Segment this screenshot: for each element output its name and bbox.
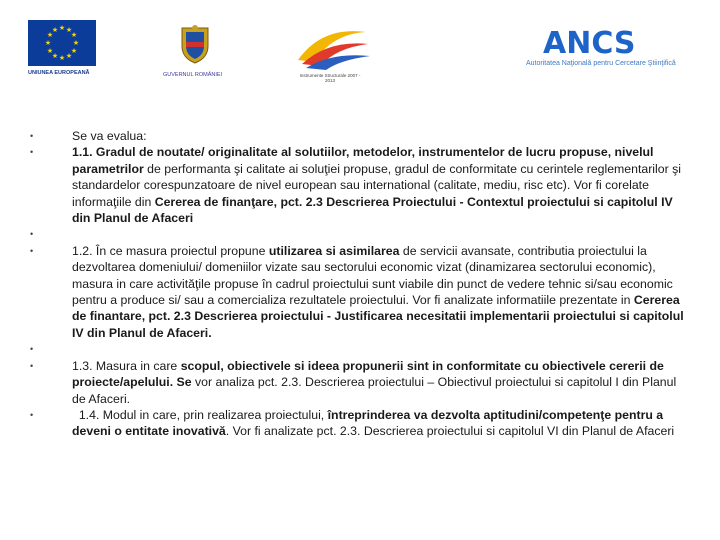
evaluation-criteria-list (28, 128, 688, 440)
structural-instruments-logo-icon (292, 22, 372, 72)
criterion-1-1 (72, 144, 688, 226)
svg-text:★: ★ (72, 39, 80, 47)
bullet-icon: • (30, 147, 34, 158)
body-text: vor analiza pct. 2.3. Descrierea proiectului – Obiectivul proiectului si capitolul I din Planul de Afaceri. (72, 375, 677, 406)
body-text: 1.4. Modul in care, prin realizarea proiectului, (78, 407, 328, 422)
intro-text: Se va evalua: (72, 129, 147, 143)
list-item (28, 407, 688, 440)
logo-bar (0, 0, 720, 95)
bold-text: Cererea de finantare, pct. 2.3 Descrierea proiectului - Justificarea necesitatii implementarii proiectului si capitolul IV din Planul de Afaceri. (72, 293, 684, 340)
bullet-icon: • (30, 344, 34, 355)
romanian-government-crest-icon (178, 24, 212, 64)
gov-caption: GUVERNUL ROMÂNIEI (163, 72, 223, 78)
bullet-icon: • (30, 245, 34, 256)
list-item-empty (28, 341, 688, 357)
body-text: de performanta şi calitate ai soluţiei propuse, gradul de conformitate cu cerintele reglementarilor şi standardelor corespunzatoare de nivel european sau international (calitate, mediu, risc etc). Vor fi corelate informaţiile din (72, 161, 682, 209)
eu-caption: UNIUNEA EUROPEANĂ (28, 70, 90, 76)
bullet-icon: • (30, 131, 34, 141)
svg-text:★: ★ (44, 39, 52, 47)
body-text: . Vor fi analizate pct. 2.3. Descrierea proiectului si capitolul VI din Planul de Afaceri (225, 424, 675, 439)
bold-text: întreprinderea va dezvolta aptitudini/competenţe pentru a deveni o entitate inovativă (72, 407, 664, 439)
svg-text:★: ★ (58, 54, 66, 62)
list-item (28, 128, 688, 144)
list-item (28, 144, 688, 226)
svg-text:★: ★ (51, 52, 59, 60)
ancs-logo: ANCS (543, 26, 636, 61)
criterion-1-3 (72, 358, 688, 407)
criterion-1-2 (72, 243, 688, 341)
bold-text: 1.1. Gradul de noutate/ originalitate al solutiilor, metodelor, instrumentelor de lucru propuse, nivelul parametrilor (72, 145, 654, 176)
svg-text:★: ★ (58, 24, 66, 32)
ancs-caption: Autoritatea Naţională pentru Cercetare Ştiinţifică (526, 60, 676, 67)
bullet-icon: • (30, 229, 34, 240)
body-text: 1.2. În ce masura proiectul propune (72, 243, 269, 258)
body-text: 1.3. Masura in care (72, 358, 181, 373)
bullet-icon: • (30, 409, 34, 420)
body-text: de servicii avansate, contributia proiectului la dezvoltarea domeniului/ domeniilor vizate sau sectorului economic vizat (dinamizarea sectorului economic), masura in care activităţile propuse în cadrul proiectului sunt viabile din punct de vedere tehnic si/sau economic pentru a produce si/ sau a comercializa rezultatele proiectului. Vor fi analizate informatiile prezentate in (72, 243, 673, 308)
bullet-icon: • (30, 360, 34, 371)
bold-text: utilizarea si asimilarea (268, 243, 400, 258)
svg-text:★: ★ (51, 26, 59, 34)
svg-text:★: ★ (70, 47, 78, 55)
eu-stars-icon (28, 20, 96, 66)
criterion-1-4 (72, 407, 688, 440)
svg-text:★: ★ (70, 31, 78, 39)
bold-text: scopul, obiectivele si ideea propunerii sint in conformitate cu obiectivele cererii de proiecte/apelului. Se (72, 358, 664, 390)
svg-text:★: ★ (46, 47, 54, 55)
svg-text:★: ★ (65, 52, 73, 60)
swoosh-caption: Instrumente Structurale 2007 - 2013 (299, 73, 361, 83)
svg-text:★: ★ (46, 31, 54, 39)
list-item (28, 358, 688, 407)
eu-flag-logo (28, 20, 96, 66)
bold-text: Cererea de finanţare, pct. 2.3 Descrierea Proiectului - Contextul proiectului si capitolul IV din Planul de Afaceri (72, 194, 673, 226)
list-item-empty (28, 226, 688, 242)
svg-text:★: ★ (65, 26, 73, 34)
list-item (28, 243, 688, 341)
